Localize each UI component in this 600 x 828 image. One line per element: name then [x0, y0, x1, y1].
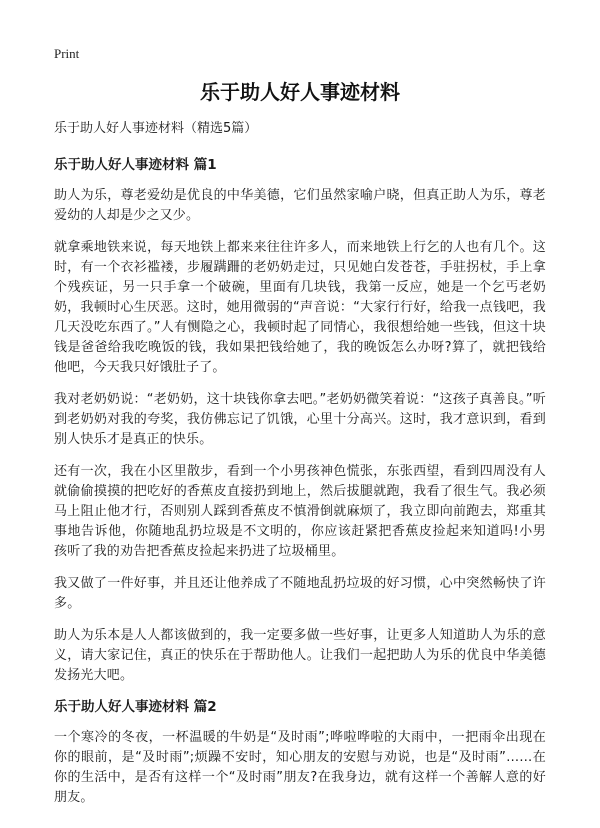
section-1 [54, 156, 546, 686]
paragraph: 我又做了一件好事，并且还让他养成了不随地乱扔垃圾的好习惯，心中突然畅快了许多。 [54, 576, 546, 611]
paragraph: 我对老奶奶说：“老奶奶，这十块钱你拿去吧。”老奶奶微笑着说：“这孩子真善良。”听到老奶奶对我的夸奖，我仿佛忘记了饥饿，心里十分高兴。这时，我才意识到，看到别人快乐才是真正的快乐。 [54, 392, 546, 447]
section-heading: 乐于助人好人事迹材料 篇2 [54, 699, 217, 715]
paragraph: 还有一次，我在小区里散步，看到一个小男孩神色慌张，东张西望，看到四周没有人就偷偷摸摸的把吃好的香蕉皮直接扔到地上，然后拔腿就跑，我看了很生气。我必须马上阻止他才行，否则别人踩到香蕉皮不慎滑倒就麻烦了，我立即向前跑去，郑重其事地告诉他，你随地乱扔垃圾是不文明的，你应该赶紧把香蕉皮捡起来知道吗!小男孩听了我的劝告把香蕉皮捡起来扔进了垃圾桶里。 [54, 464, 546, 559]
document-content [54, 120, 546, 820]
paragraph: 助人为乐本是人人都该做到的，我一定要多做一些好事，让更多人知道助人为乐的意义，请大家记住，真正的快乐在于帮助他人。让我们一起把助人为乐的优良中华美德发扬光大吧。 [54, 628, 546, 683]
paragraph: 一个寒冷的冬夜，一杯温暖的牛奶是“及时雨”;哗啦哗啦的大雨中，一把雨伞出现在你的眼前，是“及时雨”;烦躁不安时，知心朋友的安慰与劝说，也是“及时雨”……在你的生活中，是否有这样一个“及时雨”朋友?在我身边，就有这样一个善解人意的好朋友。 [54, 730, 546, 805]
section-2 [54, 698, 546, 808]
section-heading: 乐于助人好人事迹材料 篇1 [54, 157, 217, 173]
paragraph: 助人为乐，尊老爱幼是优良的中华美德，它们虽然家喻户晓，但真正助人为乐，尊老爱幼的人却是少之又少。 [54, 188, 546, 223]
print-link[interactable]: Print [54, 46, 80, 61]
paragraph: 就拿乘地铁来说，每天地铁上都来来往往许多人，而来地铁上行乞的人也有几个。这时，有一个衣衫褴褛，步履蹒跚的老奶奶走过，只见她白发苍苍，手驻拐杖，手上拿个残疾证，另一只手拿一个破碗，里面有几块钱，我第一反应，她是一个乞丐老奶奶，我顿时心生厌恶。这时，她用微弱的“声音说：“大家行行好，给我一点钱吧，我几天没吃东西了。”人有恻隐之心，我顿时起了同情心，我很想给她一些钱，但这十块钱是爸爸给我吃晚饭的钱，我如果把钱给她了，我的晚饭怎么办呀?算了，就把钱给他吧，今天我只好饿肚子了。 [54, 240, 546, 375]
page-title: 乐于助人好人事迹材料 [200, 80, 400, 104]
document-subtitle: 乐于助人好人事迹材料（精选5篇） [54, 121, 258, 136]
